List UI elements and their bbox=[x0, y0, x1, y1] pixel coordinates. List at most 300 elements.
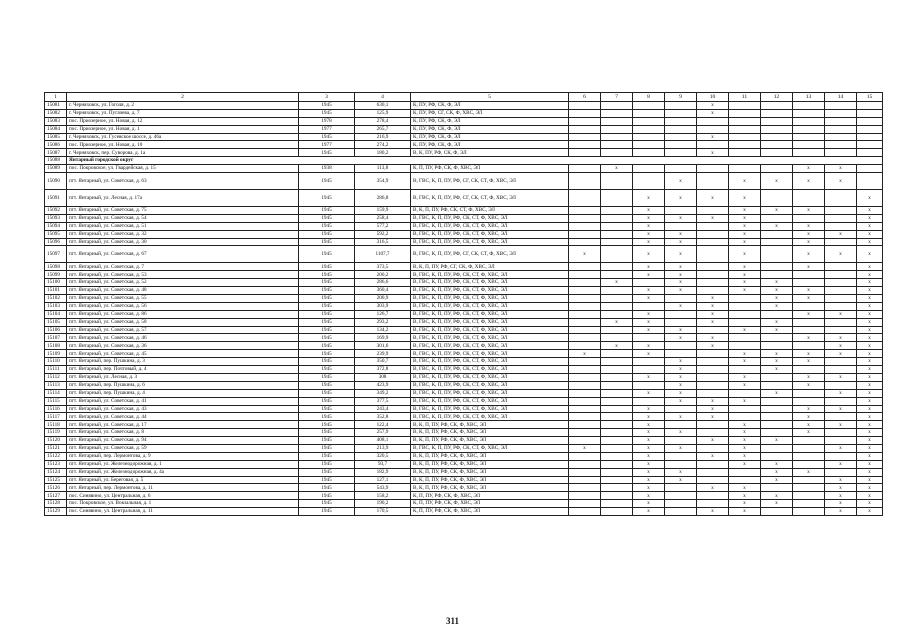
table-row bbox=[45, 318, 883, 326]
mark-cell-7 bbox=[601, 102, 633, 110]
year-cell: 1945 bbox=[299, 358, 355, 366]
mark-cell-15: x bbox=[857, 500, 883, 508]
systems-cell: В, ГВС, К, П, ПУ, РФ, СК, СТ, Ф, ХВС, ЭЛ bbox=[411, 238, 569, 246]
mark-cell-13 bbox=[793, 133, 825, 141]
mark-cell-11 bbox=[729, 125, 761, 133]
year-cell: 1945 bbox=[299, 421, 355, 429]
row-id: 15112 bbox=[45, 373, 67, 381]
area-cell: 350,7 bbox=[355, 358, 411, 366]
mark-cell-7 bbox=[601, 429, 633, 437]
mark-cell-9: x bbox=[665, 214, 697, 222]
mark-cell-14 bbox=[825, 366, 857, 374]
mark-cell-8: x bbox=[633, 405, 665, 413]
mark-cell-10 bbox=[697, 460, 729, 468]
mark-cell-12: x bbox=[761, 350, 793, 358]
mark-cell-7 bbox=[601, 381, 633, 389]
mark-cell-9 bbox=[665, 117, 697, 125]
header-cell: 13 bbox=[793, 93, 825, 102]
mark-cell-8: x bbox=[633, 246, 665, 263]
mark-cell-15 bbox=[857, 141, 883, 149]
mark-cell-9 bbox=[665, 492, 697, 500]
mark-cell-12 bbox=[761, 334, 793, 342]
mark-cell-11: x bbox=[729, 173, 761, 190]
mark-cell-10: x bbox=[697, 109, 729, 117]
mark-cell-7 bbox=[601, 366, 633, 374]
mark-cell-11 bbox=[729, 141, 761, 149]
mark-cell-13: x bbox=[793, 295, 825, 303]
mark-cell-6 bbox=[569, 389, 601, 397]
mark-cell-6 bbox=[569, 271, 601, 279]
mark-cell-6 bbox=[569, 117, 601, 125]
row-id: 15092 bbox=[45, 207, 67, 215]
address-cell: пгт. Янтарный, ул. Советская, д. 86 bbox=[67, 310, 299, 318]
mark-cell-7 bbox=[601, 492, 633, 500]
mark-cell-14: x bbox=[825, 421, 857, 429]
systems-cell: В, ГВС, К, П, ПУ, РФ, СГ, СК, СТ, Ф, ХВС, ЭЛ bbox=[411, 173, 569, 190]
systems-cell: В, К, П, ПУ, РФ, СК, Ф, ХВС, ЭЛ bbox=[411, 476, 569, 484]
mark-cell-12 bbox=[761, 405, 793, 413]
table-row bbox=[45, 492, 883, 500]
mark-cell-14 bbox=[825, 326, 857, 334]
mark-cell-12: x bbox=[761, 173, 793, 190]
table-row bbox=[45, 302, 883, 310]
mark-cell-9 bbox=[665, 437, 697, 445]
systems-cell: К, ПУ, РФ, СК, Ф, ЭЛ bbox=[411, 141, 569, 149]
mark-cell-14: x bbox=[825, 350, 857, 358]
row-id: 15120 bbox=[45, 437, 67, 445]
area-cell: 113,8 bbox=[355, 165, 411, 173]
mark-cell-7: x bbox=[601, 318, 633, 326]
mark-cell-11: x bbox=[729, 460, 761, 468]
mark-cell-6: x bbox=[569, 246, 601, 263]
year-cell: 1945 bbox=[299, 102, 355, 110]
mark-cell-7 bbox=[601, 452, 633, 460]
mark-cell-13 bbox=[793, 190, 825, 207]
year-cell: 1945 bbox=[299, 173, 355, 190]
table-row bbox=[45, 190, 883, 207]
systems-cell: В, ГВС, К, П, ПУ, РФ, СК, СТ, Ф, ХВС, ЭЛ bbox=[411, 318, 569, 326]
mark-cell-8: x bbox=[633, 492, 665, 500]
mark-cell-8: x bbox=[633, 207, 665, 215]
table-row bbox=[45, 429, 883, 437]
mark-cell-15: x bbox=[857, 452, 883, 460]
mark-cell-12 bbox=[761, 117, 793, 125]
mark-cell-15 bbox=[857, 109, 883, 117]
mark-cell-12 bbox=[761, 271, 793, 279]
systems-cell: В, ГВС, К, П, ПУ, РФ, СК, СТ, Ф, ХВС, ЭЛ bbox=[411, 214, 569, 222]
mark-cell-14 bbox=[825, 318, 857, 326]
table-row bbox=[45, 358, 883, 366]
mark-cell-13: x bbox=[793, 287, 825, 295]
mark-cell-15: x bbox=[857, 350, 883, 358]
mark-cell-12 bbox=[761, 246, 793, 263]
mark-cell-12 bbox=[761, 508, 793, 516]
mark-cell-8: x bbox=[633, 222, 665, 230]
mark-cell-10 bbox=[697, 444, 729, 452]
section-title: Янтарный городской округ bbox=[67, 157, 883, 165]
mark-cell-11: x bbox=[729, 492, 761, 500]
mark-cell-11 bbox=[729, 405, 761, 413]
mark-cell-9: x bbox=[665, 279, 697, 287]
address-cell: пгт. Янтарный, ул. Советская, д. 36 bbox=[67, 342, 299, 350]
mark-cell-6 bbox=[569, 190, 601, 207]
mark-cell-11: x bbox=[729, 246, 761, 263]
row-id: 15086 bbox=[45, 141, 67, 149]
mark-cell-13: x bbox=[793, 230, 825, 238]
mark-cell-11: x bbox=[729, 207, 761, 215]
mark-cell-6 bbox=[569, 173, 601, 190]
mark-cell-10 bbox=[697, 246, 729, 263]
mark-cell-10 bbox=[697, 492, 729, 500]
mark-cell-9: x bbox=[665, 413, 697, 421]
mark-cell-14 bbox=[825, 141, 857, 149]
area-cell: 592,2 bbox=[355, 230, 411, 238]
table-row bbox=[45, 279, 883, 287]
address-cell: пгт. Янтарный, ул. Советская, д. 8 bbox=[67, 429, 299, 437]
systems-cell: К, ПУ, РФ, СК, Ф, ЭЛ bbox=[411, 125, 569, 133]
mark-cell-9: x bbox=[665, 238, 697, 246]
mark-cell-8: x bbox=[633, 429, 665, 437]
table-row bbox=[45, 350, 883, 358]
mark-cell-6 bbox=[569, 492, 601, 500]
mark-cell-15: x bbox=[857, 263, 883, 271]
address-cell: пгт. Янтарный, пер. Лермонтова, д. 11 bbox=[67, 484, 299, 492]
mark-cell-14: x bbox=[825, 165, 857, 173]
mark-cell-14 bbox=[825, 468, 857, 476]
mark-cell-12: x bbox=[761, 287, 793, 295]
row-id: 15082 bbox=[45, 109, 67, 117]
mark-cell-13 bbox=[793, 444, 825, 452]
address-cell: пгт. Янтарный, пер. Пушкина, д. 3 bbox=[67, 358, 299, 366]
mark-cell-12 bbox=[761, 190, 793, 207]
mark-cell-7: x bbox=[601, 165, 633, 173]
mark-cell-13: x bbox=[793, 373, 825, 381]
row-id: 15121 bbox=[45, 444, 67, 452]
mark-cell-14 bbox=[825, 429, 857, 437]
mark-cell-10 bbox=[697, 230, 729, 238]
area-cell: 239,9 bbox=[355, 350, 411, 358]
mark-cell-10 bbox=[697, 263, 729, 271]
mark-cell-15: x bbox=[857, 460, 883, 468]
mark-cell-12 bbox=[761, 444, 793, 452]
mark-cell-15 bbox=[857, 102, 883, 110]
table-row bbox=[45, 405, 883, 413]
mark-cell-9: x bbox=[665, 429, 697, 437]
mark-cell-8: x bbox=[633, 295, 665, 303]
mark-cell-9: x bbox=[665, 287, 697, 295]
mark-cell-12: x bbox=[761, 222, 793, 230]
header-cell: 10 bbox=[697, 93, 729, 102]
mark-cell-9: x bbox=[665, 302, 697, 310]
mark-cell-10: x bbox=[697, 318, 729, 326]
address-cell: г. Черняховск, ул. Гоголя, д. 2 bbox=[67, 102, 299, 110]
mark-cell-9: x bbox=[665, 246, 697, 263]
mark-cell-14 bbox=[825, 190, 857, 207]
area-cell: 159,9 bbox=[355, 207, 411, 215]
year-cell: 1945 bbox=[299, 397, 355, 405]
systems-cell: В, ГВС, К, П, ПУ, РФ, СК, СТ, Ф, ХВС, ЭЛ bbox=[411, 405, 569, 413]
row-id: 15098 bbox=[45, 263, 67, 271]
mark-cell-14 bbox=[825, 381, 857, 389]
header-cell: 14 bbox=[825, 93, 857, 102]
year-cell: 1945 bbox=[299, 263, 355, 271]
systems-cell: В, ГВС, К, П, ПУ, РФ, СГ, СК, СТ, Ф, ХВС, ЭЛ bbox=[411, 246, 569, 263]
mark-cell-10: x bbox=[697, 310, 729, 318]
mark-cell-15 bbox=[857, 165, 883, 173]
address-cell: пгт. Янтарный, ул. Советская, д. 63 bbox=[67, 173, 299, 190]
mark-cell-15: x bbox=[857, 444, 883, 452]
mark-cell-11: x bbox=[729, 508, 761, 516]
mark-cell-12 bbox=[761, 149, 793, 157]
table-row bbox=[45, 102, 883, 110]
mark-cell-15: x bbox=[857, 413, 883, 421]
row-id: 15103 bbox=[45, 302, 67, 310]
mark-cell-11 bbox=[729, 102, 761, 110]
row-id: 15119 bbox=[45, 429, 67, 437]
year-cell: 1945 bbox=[299, 326, 355, 334]
mark-cell-13 bbox=[793, 437, 825, 445]
systems-cell: В, ГВС, К, П, ПУ, РФ, СК, СТ, Ф, ХВС, ЭЛ bbox=[411, 389, 569, 397]
mark-cell-7 bbox=[601, 444, 633, 452]
area-cell: 125,9 bbox=[355, 109, 411, 117]
mark-cell-11: x bbox=[729, 287, 761, 295]
row-id: 15083 bbox=[45, 117, 67, 125]
mark-cell-14: x bbox=[825, 389, 857, 397]
mark-cell-12 bbox=[761, 413, 793, 421]
row-id: 15124 bbox=[45, 468, 67, 476]
table-row bbox=[45, 476, 883, 484]
mark-cell-9 bbox=[665, 452, 697, 460]
mark-cell-15 bbox=[857, 125, 883, 133]
mark-cell-9: x bbox=[665, 366, 697, 374]
table-row bbox=[45, 207, 883, 215]
mark-cell-7 bbox=[601, 141, 633, 149]
row-id: 15089 bbox=[45, 165, 67, 173]
mark-cell-8 bbox=[633, 117, 665, 125]
year-cell: 1945 bbox=[299, 295, 355, 303]
mark-cell-11 bbox=[729, 295, 761, 303]
mark-cell-7 bbox=[601, 468, 633, 476]
mark-cell-12 bbox=[761, 109, 793, 117]
systems-cell: В, ГВС, К, П, ПУ, РФ, СК, СТ, Ф, ХВС, ЭЛ bbox=[411, 295, 569, 303]
mark-cell-8 bbox=[633, 165, 665, 173]
mark-cell-9: x bbox=[665, 190, 697, 207]
year-cell: 1945 bbox=[299, 190, 355, 207]
mark-cell-10 bbox=[697, 117, 729, 125]
mark-cell-6: x bbox=[569, 444, 601, 452]
header-cell: 5 bbox=[411, 93, 569, 102]
mark-cell-10: x bbox=[697, 413, 729, 421]
mark-cell-6 bbox=[569, 238, 601, 246]
mark-cell-10 bbox=[697, 125, 729, 133]
header-cell: 11 bbox=[729, 93, 761, 102]
mark-cell-12: x bbox=[761, 500, 793, 508]
header-cell: 3 bbox=[299, 93, 355, 102]
mark-cell-9: x bbox=[665, 381, 697, 389]
area-cell: 158,2 bbox=[355, 492, 411, 500]
area-cell: 274,2 bbox=[355, 141, 411, 149]
mark-cell-11: x bbox=[729, 271, 761, 279]
mark-cell-15: x bbox=[857, 279, 883, 287]
table-row bbox=[45, 230, 883, 238]
mark-cell-6 bbox=[569, 484, 601, 492]
mark-cell-7 bbox=[601, 373, 633, 381]
mark-cell-8: x bbox=[633, 484, 665, 492]
mark-cell-9 bbox=[665, 460, 697, 468]
mark-cell-14: x bbox=[825, 484, 857, 492]
mark-cell-14 bbox=[825, 263, 857, 271]
address-cell: пгт. Янтарный, ул. Советская, д. 51 bbox=[67, 222, 299, 230]
table-row bbox=[45, 133, 883, 141]
mark-cell-8: x bbox=[633, 350, 665, 358]
mark-cell-10 bbox=[697, 500, 729, 508]
mark-cell-13 bbox=[793, 102, 825, 110]
header-cell: 12 bbox=[761, 93, 793, 102]
header-row bbox=[45, 93, 883, 102]
mark-cell-14: x bbox=[825, 342, 857, 350]
mark-cell-10 bbox=[697, 468, 729, 476]
year-cell: 1945 bbox=[299, 460, 355, 468]
systems-cell: В, ГВС, К, П, ПУ, РФ, СК, СТ, Ф, ХВС, ЭЛ bbox=[411, 310, 569, 318]
mark-cell-8: x bbox=[633, 271, 665, 279]
mark-cell-12 bbox=[761, 125, 793, 133]
mark-cell-11: x bbox=[729, 500, 761, 508]
mark-cell-11: x bbox=[729, 452, 761, 460]
mark-cell-10 bbox=[697, 279, 729, 287]
row-id: 15093 bbox=[45, 214, 67, 222]
address-cell: пос. Синявино, ул. Центральная, д. 6 bbox=[67, 492, 299, 500]
mark-cell-15: x bbox=[857, 429, 883, 437]
mark-cell-11: x bbox=[729, 263, 761, 271]
mark-cell-9 bbox=[665, 421, 697, 429]
header-cell: 15 bbox=[857, 93, 883, 102]
mark-cell-7 bbox=[601, 190, 633, 207]
row-id: 15128 bbox=[45, 500, 67, 508]
mark-cell-14: x bbox=[825, 476, 857, 484]
mark-cell-14 bbox=[825, 302, 857, 310]
row-id: 15107 bbox=[45, 334, 67, 342]
area-cell: 93,7 bbox=[355, 460, 411, 468]
mark-cell-11 bbox=[729, 133, 761, 141]
mark-cell-12 bbox=[761, 263, 793, 271]
mark-cell-9 bbox=[665, 484, 697, 492]
address-cell: пгт. Янтарный, ул. Лесная, д. 3 bbox=[67, 373, 299, 381]
mark-cell-12 bbox=[761, 102, 793, 110]
mark-cell-11 bbox=[729, 476, 761, 484]
systems-cell: В, ГВС, К, П, ПУ, РФ, СК, СТ, Ф, ХВС, ЭЛ bbox=[411, 287, 569, 295]
mark-cell-10: x bbox=[697, 397, 729, 405]
mark-cell-12 bbox=[761, 310, 793, 318]
mark-cell-14 bbox=[825, 295, 857, 303]
mark-cell-12 bbox=[761, 141, 793, 149]
address-cell: пос. Синявино, ул. Центральная, д. 11 bbox=[67, 508, 299, 516]
mark-cell-6 bbox=[569, 287, 601, 295]
mark-cell-15: x bbox=[857, 214, 883, 222]
mark-cell-14: x bbox=[825, 334, 857, 342]
address-cell: пгт. Янтарный, ул. Советская, д. 57 bbox=[67, 326, 299, 334]
mark-cell-8: x bbox=[633, 318, 665, 326]
mark-cell-8 bbox=[633, 149, 665, 157]
mark-cell-8 bbox=[633, 279, 665, 287]
mark-cell-7: x bbox=[601, 279, 633, 287]
table-row bbox=[45, 342, 883, 350]
area-cell: 170,5 bbox=[355, 508, 411, 516]
address-cell: пгт. Янтарный, ул. Советская, д. 7 bbox=[67, 263, 299, 271]
header-cell: 2 bbox=[67, 93, 299, 102]
table-row bbox=[45, 117, 883, 125]
mark-cell-7 bbox=[601, 500, 633, 508]
address-cell: пгт. Янтарный, ул. Советская, д. 32 bbox=[67, 230, 299, 238]
table-row bbox=[45, 366, 883, 374]
mark-cell-9 bbox=[665, 207, 697, 215]
year-cell: 1977 bbox=[299, 141, 355, 149]
mark-cell-6 bbox=[569, 358, 601, 366]
mark-cell-13 bbox=[793, 271, 825, 279]
row-id: 15118 bbox=[45, 421, 67, 429]
mark-cell-11 bbox=[729, 366, 761, 374]
systems-cell: В, К, П, ПУ, РФ, СК, Ф, ХВС, ЭЛ bbox=[411, 484, 569, 492]
mark-cell-12: x bbox=[761, 366, 793, 374]
table-row bbox=[45, 444, 883, 452]
mark-cell-11 bbox=[729, 117, 761, 125]
year-cell: 1945 bbox=[299, 437, 355, 445]
year-cell: 1945 bbox=[299, 222, 355, 230]
address-cell: пгт. Янтарный, ул. Железнодорожная, д. 1 bbox=[67, 460, 299, 468]
mark-cell-12: x bbox=[761, 295, 793, 303]
mark-cell-12 bbox=[761, 238, 793, 246]
mark-cell-10: x bbox=[697, 190, 729, 207]
table-row bbox=[45, 508, 883, 516]
row-id: 15094 bbox=[45, 222, 67, 230]
mark-cell-11: x bbox=[729, 437, 761, 445]
systems-cell: В, ГВС, К, П, ПУ, РФ, СК, СТ, Ф, ХВС, ЭЛ bbox=[411, 358, 569, 366]
year-cell: 1945 bbox=[299, 476, 355, 484]
mark-cell-6 bbox=[569, 263, 601, 271]
table-row bbox=[45, 468, 883, 476]
mark-cell-11 bbox=[729, 334, 761, 342]
mark-cell-12: x bbox=[761, 460, 793, 468]
year-cell: 1945 bbox=[299, 350, 355, 358]
mark-cell-9: x bbox=[665, 373, 697, 381]
mark-cell-13 bbox=[793, 125, 825, 133]
area-cell: 316,5 bbox=[355, 238, 411, 246]
mark-cell-14: x bbox=[825, 310, 857, 318]
mark-cell-14: x bbox=[825, 460, 857, 468]
mark-cell-9: x bbox=[665, 397, 697, 405]
table-row bbox=[45, 310, 883, 318]
mark-cell-9: x bbox=[665, 389, 697, 397]
systems-cell: В, ГВС, К, П, ПУ, РФ, СК, СТ, Ф, ХВС, ЭЛ bbox=[411, 222, 569, 230]
mark-cell-10 bbox=[697, 476, 729, 484]
area-cell: 286,6 bbox=[355, 279, 411, 287]
mark-cell-6 bbox=[569, 149, 601, 157]
address-cell: пос. Покровское, ул. Гвардейская, д. 15 bbox=[67, 165, 299, 173]
mark-cell-14 bbox=[825, 271, 857, 279]
systems-cell: В, ГВС, К, П, ПУ, РФ, СК, СТ, Ф, ХВС, ЭЛ bbox=[411, 302, 569, 310]
mark-cell-10 bbox=[697, 326, 729, 334]
mark-cell-6 bbox=[569, 413, 601, 421]
area-cell: 134,2 bbox=[355, 326, 411, 334]
mark-cell-13 bbox=[793, 389, 825, 397]
systems-cell: В, ГВС, К, П, ПУ, РФ, СК, СТ, Ф, ХВС, ЭЛ bbox=[411, 230, 569, 238]
mark-cell-7 bbox=[601, 413, 633, 421]
mark-cell-13: x bbox=[793, 358, 825, 366]
address-cell: пгт. Янтарный, ул. Советская, д. 75 bbox=[67, 207, 299, 215]
address-cell: пгт. Янтарный, ул. Советская, д. 46 bbox=[67, 334, 299, 342]
table-row bbox=[45, 413, 883, 421]
row-id: 15104 bbox=[45, 310, 67, 318]
mark-cell-15: x bbox=[857, 508, 883, 516]
